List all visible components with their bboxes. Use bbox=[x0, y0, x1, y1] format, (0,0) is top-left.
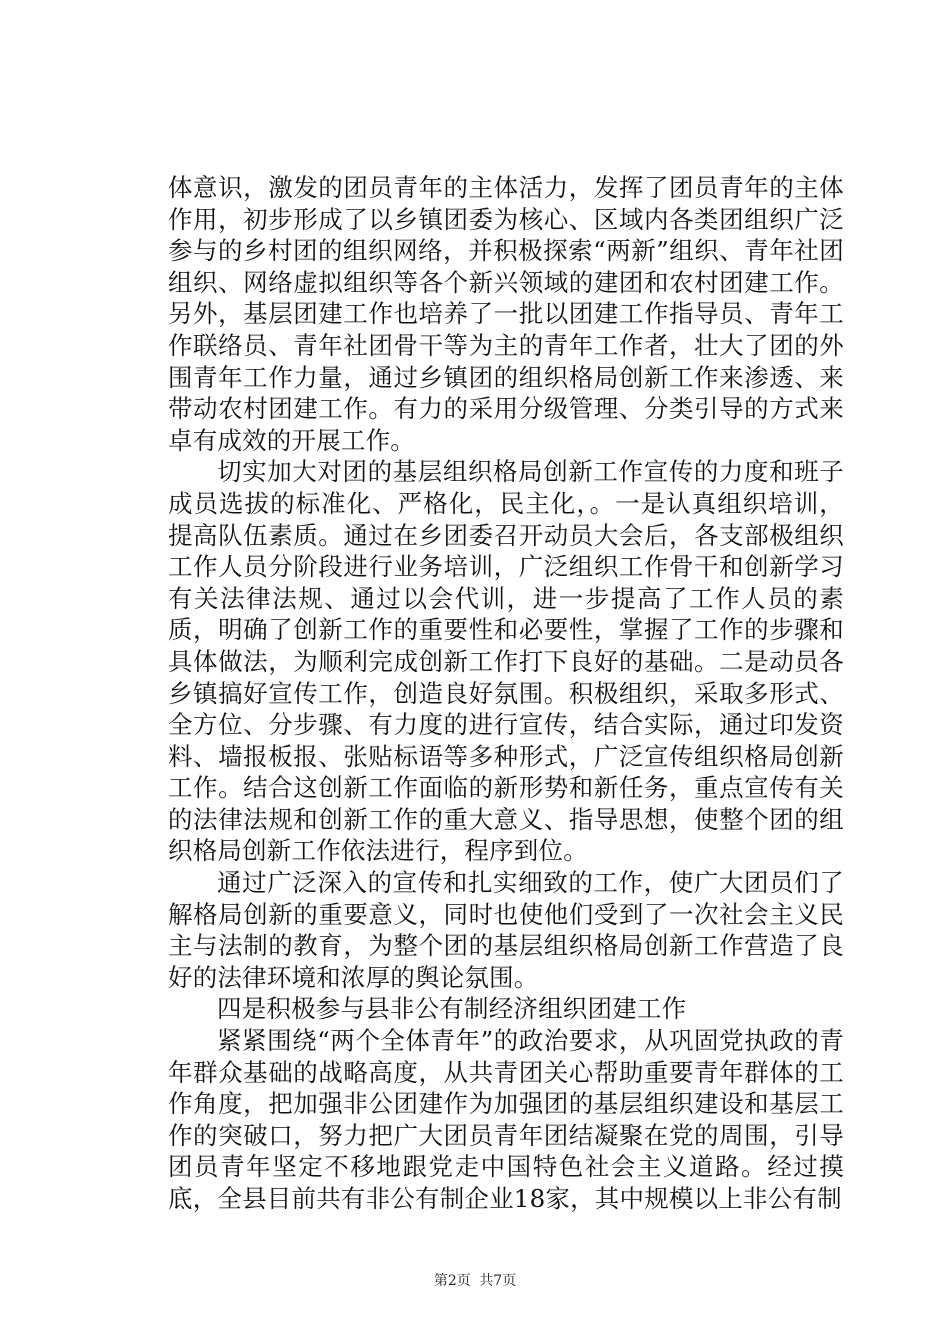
document-body bbox=[168, 172, 844, 1215]
page-number: 第2页 bbox=[433, 1273, 471, 1289]
paragraph-1: 体意识，激发的团员青年的主体活力，发挥了团员青年的主体作用，初步形成了以乡镇团委为核心、区域内各类团组织广泛参与的乡村团的组织网络，并积极探索“两新”组织、青年社团组织、网络虚拟组织等各个新兴领域的建团和农村团建工作。另外，基层团建工作也培养了一批以团建工作指导员、青年工作联络员、青年社团骨干等为主的青年工作者，壮大了团的外围青年工作力量，通过乡镇团的组织格局创新工作来渗透、来带动农村团建工作。有力的采用分级管理、分类引导的方式来卓有成效的开展工作。 bbox=[168, 173, 844, 455]
page-total: 共7页 bbox=[479, 1273, 517, 1289]
page-footer bbox=[0, 1270, 950, 1290]
paragraph-4: 紧紧围绕“两个全体青年”的政治要求，从巩固党执政的青年群众基础的战略高度，从共青团关心帮助重要青年群体的工作角度，把加强非公团建作为加强团的基层组织建设和基层工作的突破口，努力把广大团员青年团结凝聚在党的周围，引导团员青年坚定不移地跟党走中国特色社会主义道路。经过摸底，全县目前共有非公有制企业18家，其中规模以上非公有制 bbox=[168, 1026, 844, 1213]
section-heading: 四是积极参与县非公有制经济组织团建工作 bbox=[217, 994, 687, 1024]
paragraph-2: 切实加大对团的基层组织格局创新工作宣传的力度和班子成员选拔的标准化、严格化，民主化，。一是认真组织培训，提高队伍素质。通过在乡团委召开动员大会后，各支部极组织工作人员分阶段进行业务培训，广泛组织工作骨干和创新学习有关法律法规、通过以会代训，进一步提高了工作人员的素质，明确了创新工作的重要性和必要性，掌握了工作的步骤和具体做法，为顺利完成创新工作打下良好的基础。二是动员各乡镇搞好宣传工作，创造良好氛围。积极组织，采取多形式、全方位、分步骤、有力度的进行宣传，结合实际，通过印发资料、墙报板报、张贴标语等多种形式，广泛宣传组织格局创新工作。结合这创新工作面临的新形势和新任务，重点宣传有关的法律法规和创新工作的重大意义、指导思想，使整个团的组织格局创新工作依法进行，程序到位。 bbox=[168, 457, 844, 866]
paragraph-3: 通过广泛深入的宣传和扎实细致的工作，使广大团员们了解格局创新的重要意义，同时也使他们受到了一次社会主义民主与法制的教育，为整个团的基层组织格局创新工作营造了良好的法律环境和浓厚的舆论氛围。 bbox=[168, 868, 844, 992]
